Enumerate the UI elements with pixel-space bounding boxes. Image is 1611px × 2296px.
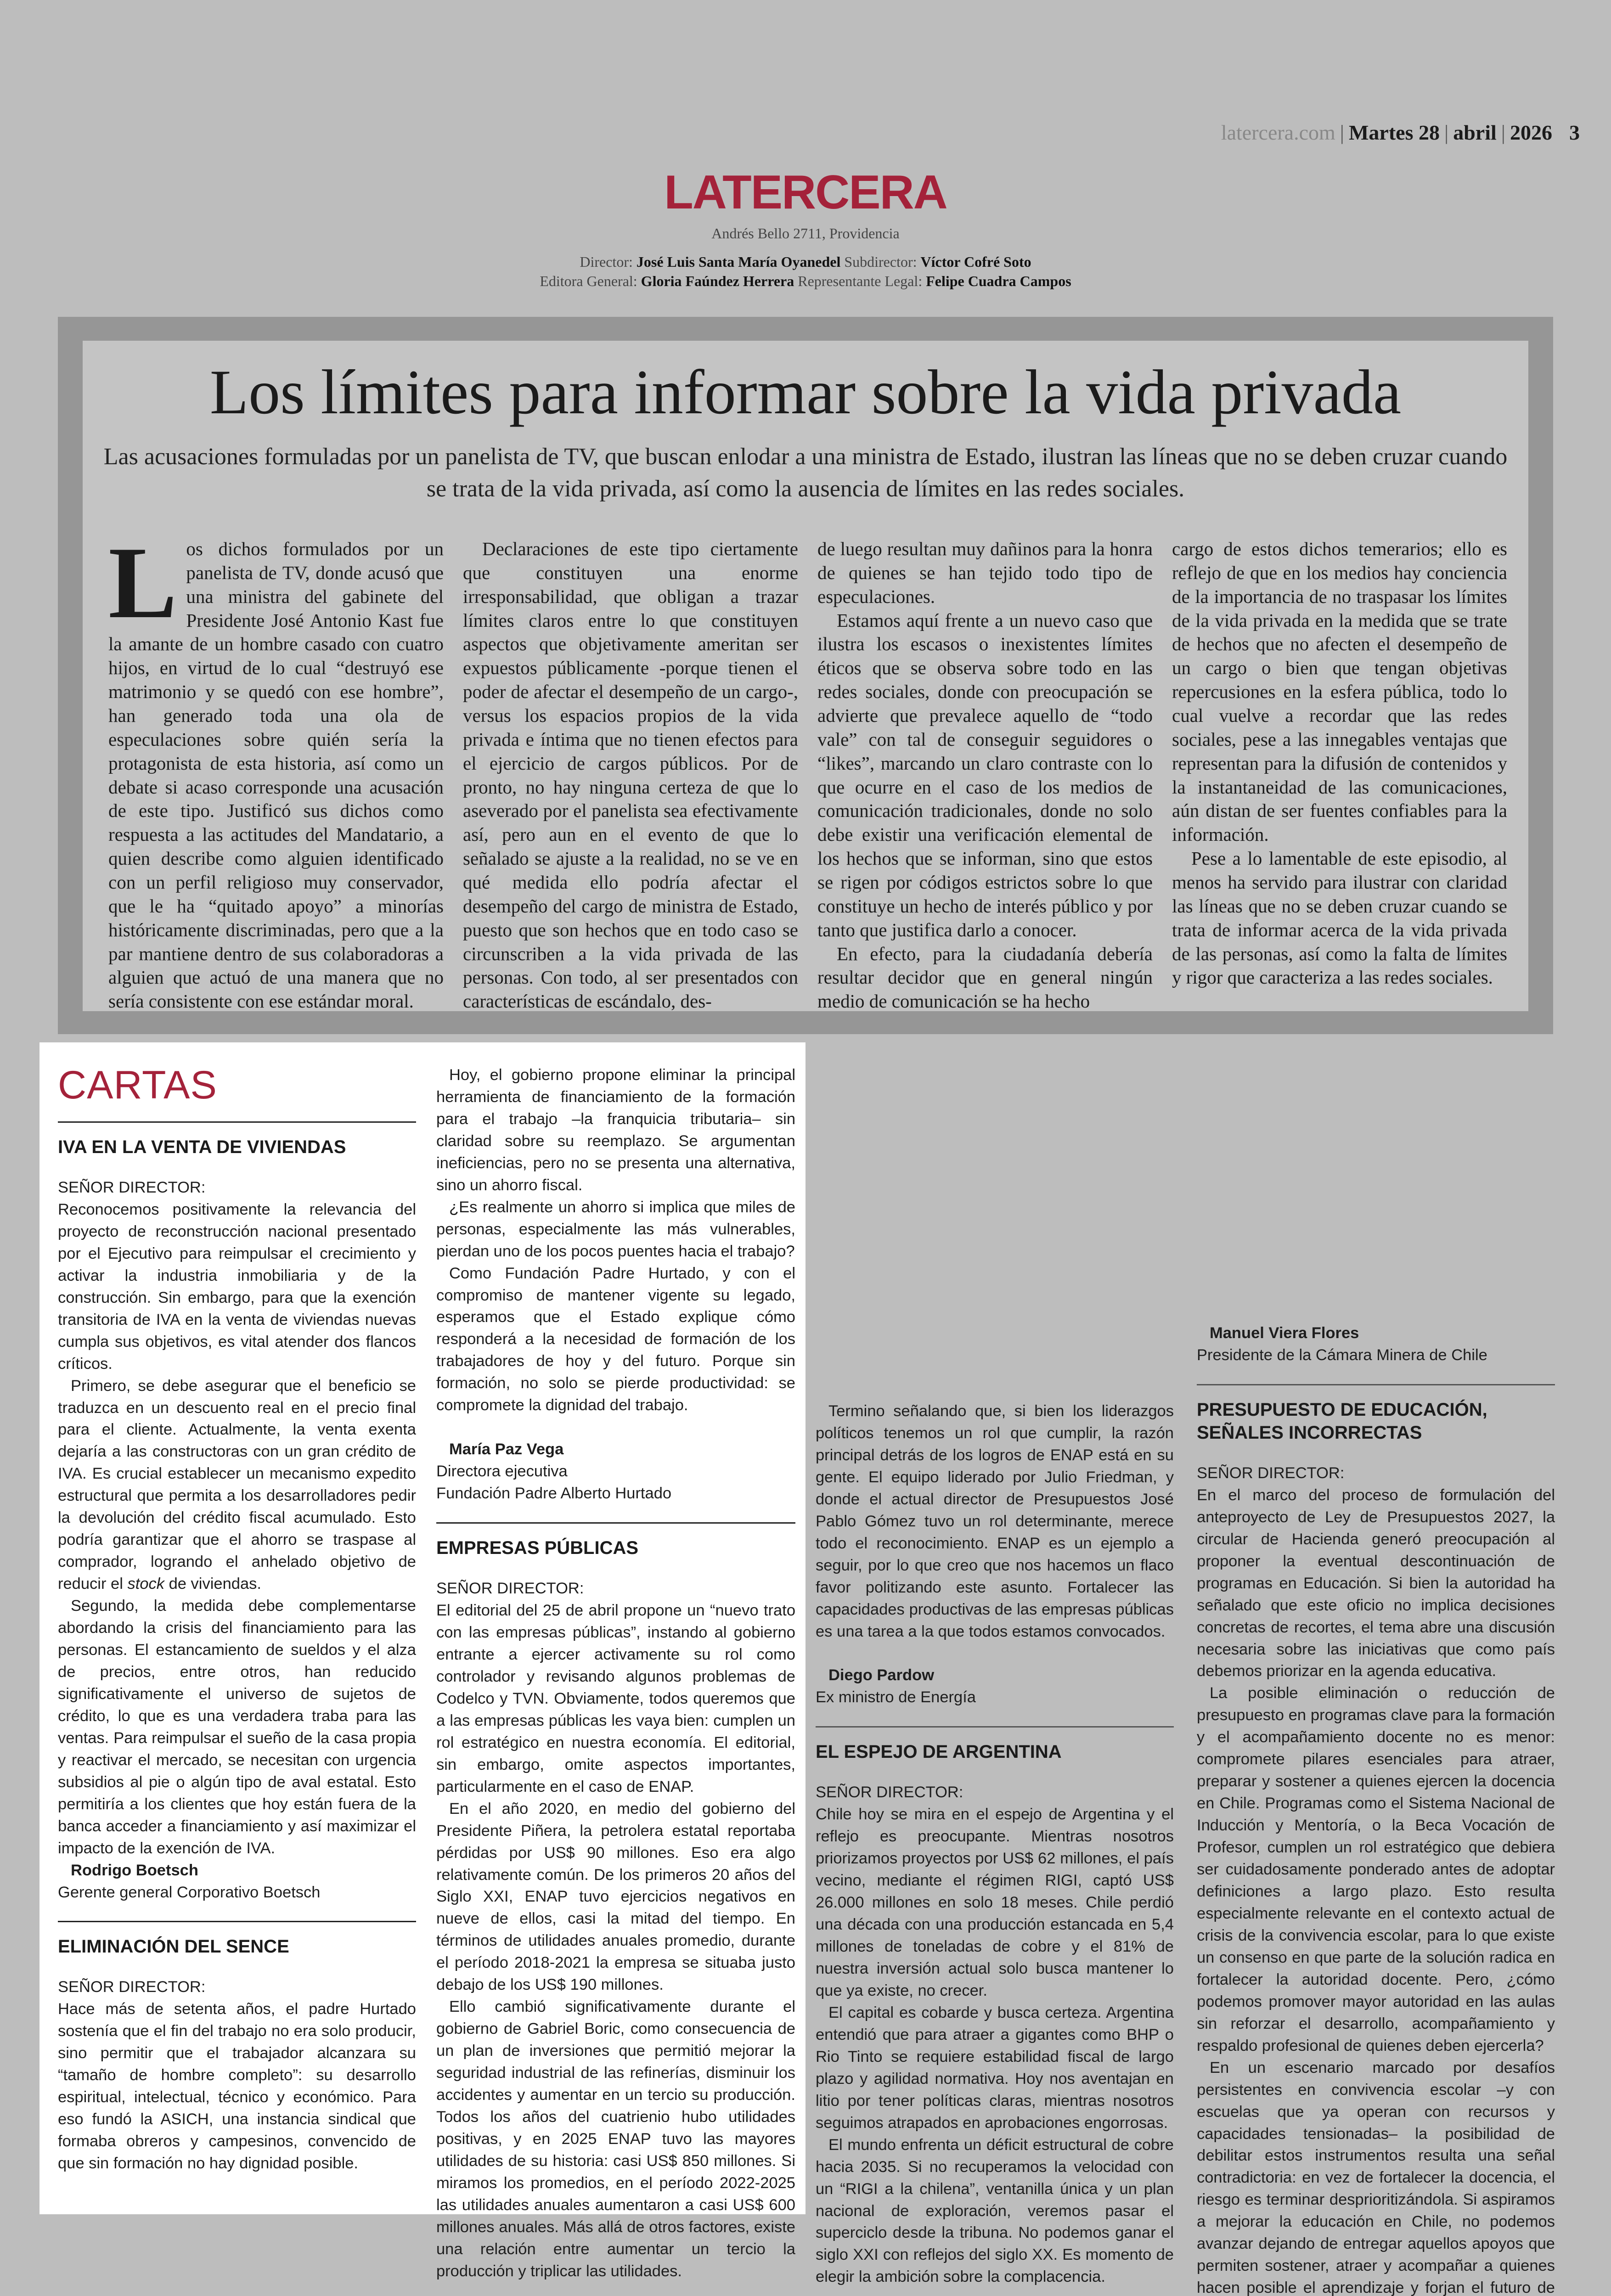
editorial-column-2: Declaraciones de este tipo ciertamente que constituyen una enorme irresponsabilidad, que obligan a trazar límites claros entre lo que constituyen aspectos que objetivamente ameritan ser expuestos públicamente -porque tienen el poder de afectar el desempeño de un cargo-, versus los espacios propios de la vida privada e íntima que no tienen efectos para el ejercicio de cargos públicos. Por de pronto, no hay ninguna certeza de que lo aseverado por el panelista sea efectivamente así, pero aun en el evento de que lo señalado se ajuste a la realidad, no se ve en qué medida ello podría afectar el desempeño del cargo de ministra de Estado, puesto que son hechos que en todo caso se circunscriben a la vida privada de las personas. Con todo, al ser presentados con características de escándalo, des- [463,538,798,1012]
letters-section-title: CARTAS [58,1063,217,1107]
page-number: 3 [1569,121,1580,144]
letter-author: Manuel Viera Flores [1210,1324,1359,1342]
letters-column-4: Manuel Viera Flores Presidente de la Cámara Minera de Chile PRESUPUESTO DE EDUCACIÓN, SEÑALES INCORRECTAS SEÑOR DIRECTOR: En el marco del proceso de formulación del anteproyecto de Ley de Presupuestos 2027, la circular de Hacienda generó preocupación al proponer la eventual descontinuación de programas en Educación. Si bien la autoridad ha señalado que este oficio no implica decisiones concretas de recortes, el tema abre una discusión necesaria sobre las iniciativas que como país debemos priorizar en la agenda educativa. La posible eliminación o reducción de presupuesto en programas clave para la formación y el acompañamiento docente no es menor: compromete pilares esenciales para atraer, preparar y sostener a quienes ejercen la docencia en Chile. Programas como el Sistema Nacional de Inducción y Mentoría, o la Beca Vocación de Profesor, cumplen un rol estratégico que debiera ser cuidadosamente ponderado antes de adoptar definiciones a largo plazo. Esto resulta especialmente relevante en el contexto actual de crisis de la convivencia escolar, para lo que existe un consenso en que parte de la solución radica en fortalecer la autoridad docente. Pero, ¿cómo podemos promover mayor autoridad en las aulas sin reforzar el desarrollo, acompañamiento y respaldo profesional de quienes deben ejercerla? En un escenario marcado por desafíos persistentes en convivencia escolar –y con escuelas que ya operan con recursos y capacidades tensionadas– la posibilidad de debilitar estos instrumentos resulta una señal contradictoria: en vez de fortalecer la docencia, el riesgo es terminar desprioritizándola. Si aspiramos a mejorar la educación en Chile, no podemos avanzar dejando de entregar aquellos apoyos que permiten sostener, atraer y acompañar a quienes hacen posible el aprendizaje y forjan el futuro de [1197,1322,1555,2296]
letters-column-3: Termino señalando que, si bien los liderazgos políticos tenemos un rol que cumplir, la razón principal detrás de los logros de ENAP está en su gente. El equipo liderado por Julio Friedman, y donde el actual director de Presupuestos José Pablo Gómez tuvo un rol determinante, merece todo el reconocimiento. ENAP es un ejemplo a seguir, por lo que creo que nos hacemos un flaco favor politizando este asunto. Fortalecer las capacidades productivas de las empresas públicas es una tarea a la que todos estamos convocados. Diego Pardow Ex ministro de Energía EL ESPEJO DE ARGENTINA SEÑOR DIRECTOR: Chile hoy se mira en el espejo de Argentina y el reflejo es preocupante. Mientras nosotros priorizamos proyectos por US$ 62 millones, el país vecino, mediante el régimen RIGI, captó US$ 26.000 millones en solo 18 meses. Chile perdió una década con una producción estancada en 5,4 millones de toneladas de cobre y el 81% de nuestra inversión actual solo busca mantener lo que ya existe, no crecer. El capital es cobarde y busca certeza. Argentina entendió que para atraer a gigantes como BHP o Rio Tinto se requiere estabilidad fiscal de largo plazo y agilidad normativa. Hoy nos aventajan en litio por tener políticas claras, mientras nosotros seguimos atrapados en aprobaciones engorrosas. El mundo enfrenta un déficit estructural de cobre hacia 2035. Si no recuperamos la velocidad con un “RIGI a la chilena”, ventanilla única y un plan nacional de exploración, veremos pasar el superciclo desde la tribuna. No podemos ganar el siglo XXI con reflejos del siglo XX. Es momento de elegir la ambición sobre la complacencia. [816,1402,1174,2286]
page-header-line: latercera.com | Martes 28 | abril | 2026 3 [1221,121,1580,144]
editorial-column-1: Los dichos formulados por un panelista de TV, donde acusó que una ministra del gabinete del Presidente José Antonio Kast fue la amante de un hombre casado con cuatro hijos, en virtud de lo cual “destruyó ese matrimonio y se quedó con ese hombre”, han generado toda una ola de especulaciones sobre quién sería la protagonista de esta historia, así como un debate si acaso corresponde una acusación de este tipo. Justificó sus dichos como respuesta a las actitudes del Mandatario, a quien describe como alguien identificado con un perfil religioso muy conservador, que le ha “quitado apoyo” a minorías históricamente discriminadas, pero que a la par mantiene dentro de sus colaboradoras a alguien que actuó de una manera que no sería consistente con ese estándar moral. [108,526,444,1012]
masthead-logo: LATERCERA [664,166,947,219]
editorial-title: Los límites para informar sobre la vida privada [209,357,1402,427]
letter-author: Diego Pardow [828,1666,935,1684]
month: abril [1453,121,1497,144]
staff-line-1: Director: José Luis Santa María Oyanedel Subdirector: Víctor Cofré Soto [580,253,1031,270]
address: Andrés Bello 2711, Providencia [711,225,900,242]
letter-author: Rodrigo Boetsch [71,1861,198,1879]
letter-title: EMPRESAS PÚBLICAS [436,1538,639,1559]
letter-title: EL ESPEJO DE ARGENTINA [816,1742,1062,1762]
drop-cap: L [108,526,177,640]
editorial-column-4: cargo de estos dichos temerarios; ello es reflejo de que en los medios hay conciencia de la importancia de no traspasar los límites de la vida privada en la medida que se trate de hechos que no afecten el desempeño de un cargo o bien que tengan objetivas repercusiones en la esfera pública, todo lo cual vuelve a recordar que las redes sociales, pese a las innegables ventajas que representan para la difusión de contenidos y la instantaneidad de las comunicaciones, aún distan de ser fuentes confiables para la información. Pese a lo lamentable de este episodio, al menos ha servido para ilustrar con claridad las líneas que no se deben cruzar cuando se trata de informar acerca de la vida privada de las personas, así como la falta de límites y rigor que caracteriza a las redes sociales. [1172,538,1507,988]
letter-title: ELIMINACIÓN DEL SENCE [58,1936,289,1957]
editorial-column-3: de luego resultan muy dañinos para la honra de quienes se han tejido todo tipo de especulaciones. Estamos aquí frente a un nuevo caso que ilustra los escasos o inexistentes límites éticos que se observa sobre todo en las redes sociales, donde con preocupación se advierte que prevalece aquello de “todo vale” con tal de conseguir seguidores o “likes”, marcando un claro contraste con lo que ocurre en el caso de los medios de comunicación tradicionales, donde no solo debe existir una verificación elemental de los hechos que se informan, sino que estos se rigen por códigos estrictos sobre lo que constituye un hecho de interés público y por tanto que justifica darlo a conocer. En efecto, para la ciudadanía debería resultar decidor que en general ningún medio de comunicación se ha hecho [817,538,1153,1012]
weekday: Martes 28 [1349,121,1440,144]
letter-title: PRESUPUESTO DE EDUCACIÓN, SEÑALES INCORRECTAS [1197,1399,1487,1443]
staff-line-2: Editora General: Gloria Faúndez Herrera Representante Legal: Felipe Cuadra Campos [540,273,1071,289]
letter-title: IVA EN LA VENTA DE VIVIENDAS [58,1137,346,1157]
letter-author: María Paz Vega [449,1441,564,1458]
letters-column-1: CARTAS IVA EN LA VENTA DE VIVIENDAS SEÑOR DIRECTOR: Reconocemos positivamente la relevancia del proyecto de reconstrucción nacional presentado por el Ejecutivo para reimpulsar el crecimiento y activar la industria inmobiliaria y de la construcción. Sin embargo, para que la exención transitoria de IVA en la venta de viviendas nuevas cumpla sus objetivos, es vital atender dos flancos críticos. Primero, se debe asegurar que el beneficio se traduzca en un descuento real en el precio final para el cliente. Actualmente, la venta exenta dejaría a las constructoras con un gran crédito de IVA. Es crucial establecer un mecanismo expedito estructural que permita a los desarrolladores pedir la devolución del crédito fiscal acumulado. Esto podría garantizar que el ahorro se traspase al comprador, logrando el anhelado objetivo de reducir el stock de viviendas. Segundo, la medida debe complementarse abordando la crisis del financiamiento para las personas. El estancamiento de sueldos y el alza de precios, entre otros, han reducido significativamente el universo de sujetos de crédito, lo que es una verdadera traba para las ventas. Para reimpulsar el sueño de la casa propia y reactivar el mercado, se necesitan con urgencia subsidios al pie o algún tipo de aval estatal. Esto permitiría a los clientes que hoy están fuera de la banca acceder a financiamiento y así maximizar el impacto de la exención de IVA. Rodrigo Boetsch Gerente general Corporativo Boetsch ELIMINACIÓN DEL SENCE SEÑOR DIRECTOR: Hace más de setenta años, el padre Hurtado sostenía que el fin del trabajo no era solo producir, sino permitir que el trabajador alcanzara su “tamaño de hombre completo”: su desarrollo espiritual, intelectual, técnico y económico. Para eso fundó la ASICH, una instancia sindical que formaba obreros y campesinos, convencido de que sin formación no hay dignidad posible. [58,1063,416,2172]
year: 2026 [1510,121,1552,144]
site-url[interactable]: latercera.com [1221,121,1335,144]
editorial-subtitle: Las acusaciones formuladas por un panelista de TV, que buscan enlodar a una ministra de Estado, ilustran las líneas que no se deben cruzar cuando se trata de la vida privada, así como la ausencia de límites en las redes sociales. [103,444,1508,502]
letters-column-2: Hoy, el gobierno propone eliminar la principal herramienta de financiamiento de la formación para el trabajo –la franquicia tributaria– sin claridad sobre su reemplazo. Se argumentan ineficiencias, pero no se presenta una alternativa, sino un ahorro fiscal. ¿Es realmente un ahorro si implica que miles de personas, especialmente las más vulnerables, pierdan uno de los pocos puentes hacia el trabajo? Como Fundación Padre Hurtado, y con el compromiso de mantener vigente su legado, esperamos que el Estado explique cómo responderá a la necesidad de formación de los trabajadores de hoy y del futuro. Porque sin formación, no solo se pierde productividad: se compromete la dignidad del trabajo. María Paz Vega Directora ejecutiva Fundación Padre Alberto Hurtado EMPRESAS PÚBLICAS SEÑOR DIRECTOR: El editorial del 25 de abril propone un “nuevo trato con las empresas públicas”, instando al gobierno entrante a ejercer activamente su rol como controlador y revisando algunos problemas de Codelco y TVN. Obviamente, todos queremos que a las empresas públicas les vaya bien: cumplen un rol estratégico en nuestra economía. El editorial, sin embargo, omite aspectos importantes, particularmente en el caso de ENAP. En el año 2020, en medio del gobierno del Presidente Piñera, la petrolera estatal reportaba pérdidas por US$ 90 millones. Eso era algo relativamente común. De los primeros 20 años del Siglo XXI, ENAP tuvo ejercicios negativos en nueve de ellos, casi la mitad del tiempo. En términos de utilidades anuales promedio, durante el período 2018-2021 la empresa se situaba justo debajo de los US$ 190 millones. Ello cambió significativamente durante el gobierno de Gabriel Boric, como consecuencia de un plan de inversiones que permitió mejorar la seguridad industrial de las refinerías, disminuir los accidentes y aumentar en un tercio su producción. Todos los años del cuatrienio hubo utilidades positivas, y en 2025 ENAP tuvo las mayores utilidades de su historia: casi US$ 850 millones. Si miramos los promedios, en el período 2022-2025 las utilidades anuales aumentaron a casi US$ 600 millones anuales. Más allá de otros factores, existe una relación entre aumentar un tercio la producción y triplicar las utilidades. [436,1066,795,2280]
